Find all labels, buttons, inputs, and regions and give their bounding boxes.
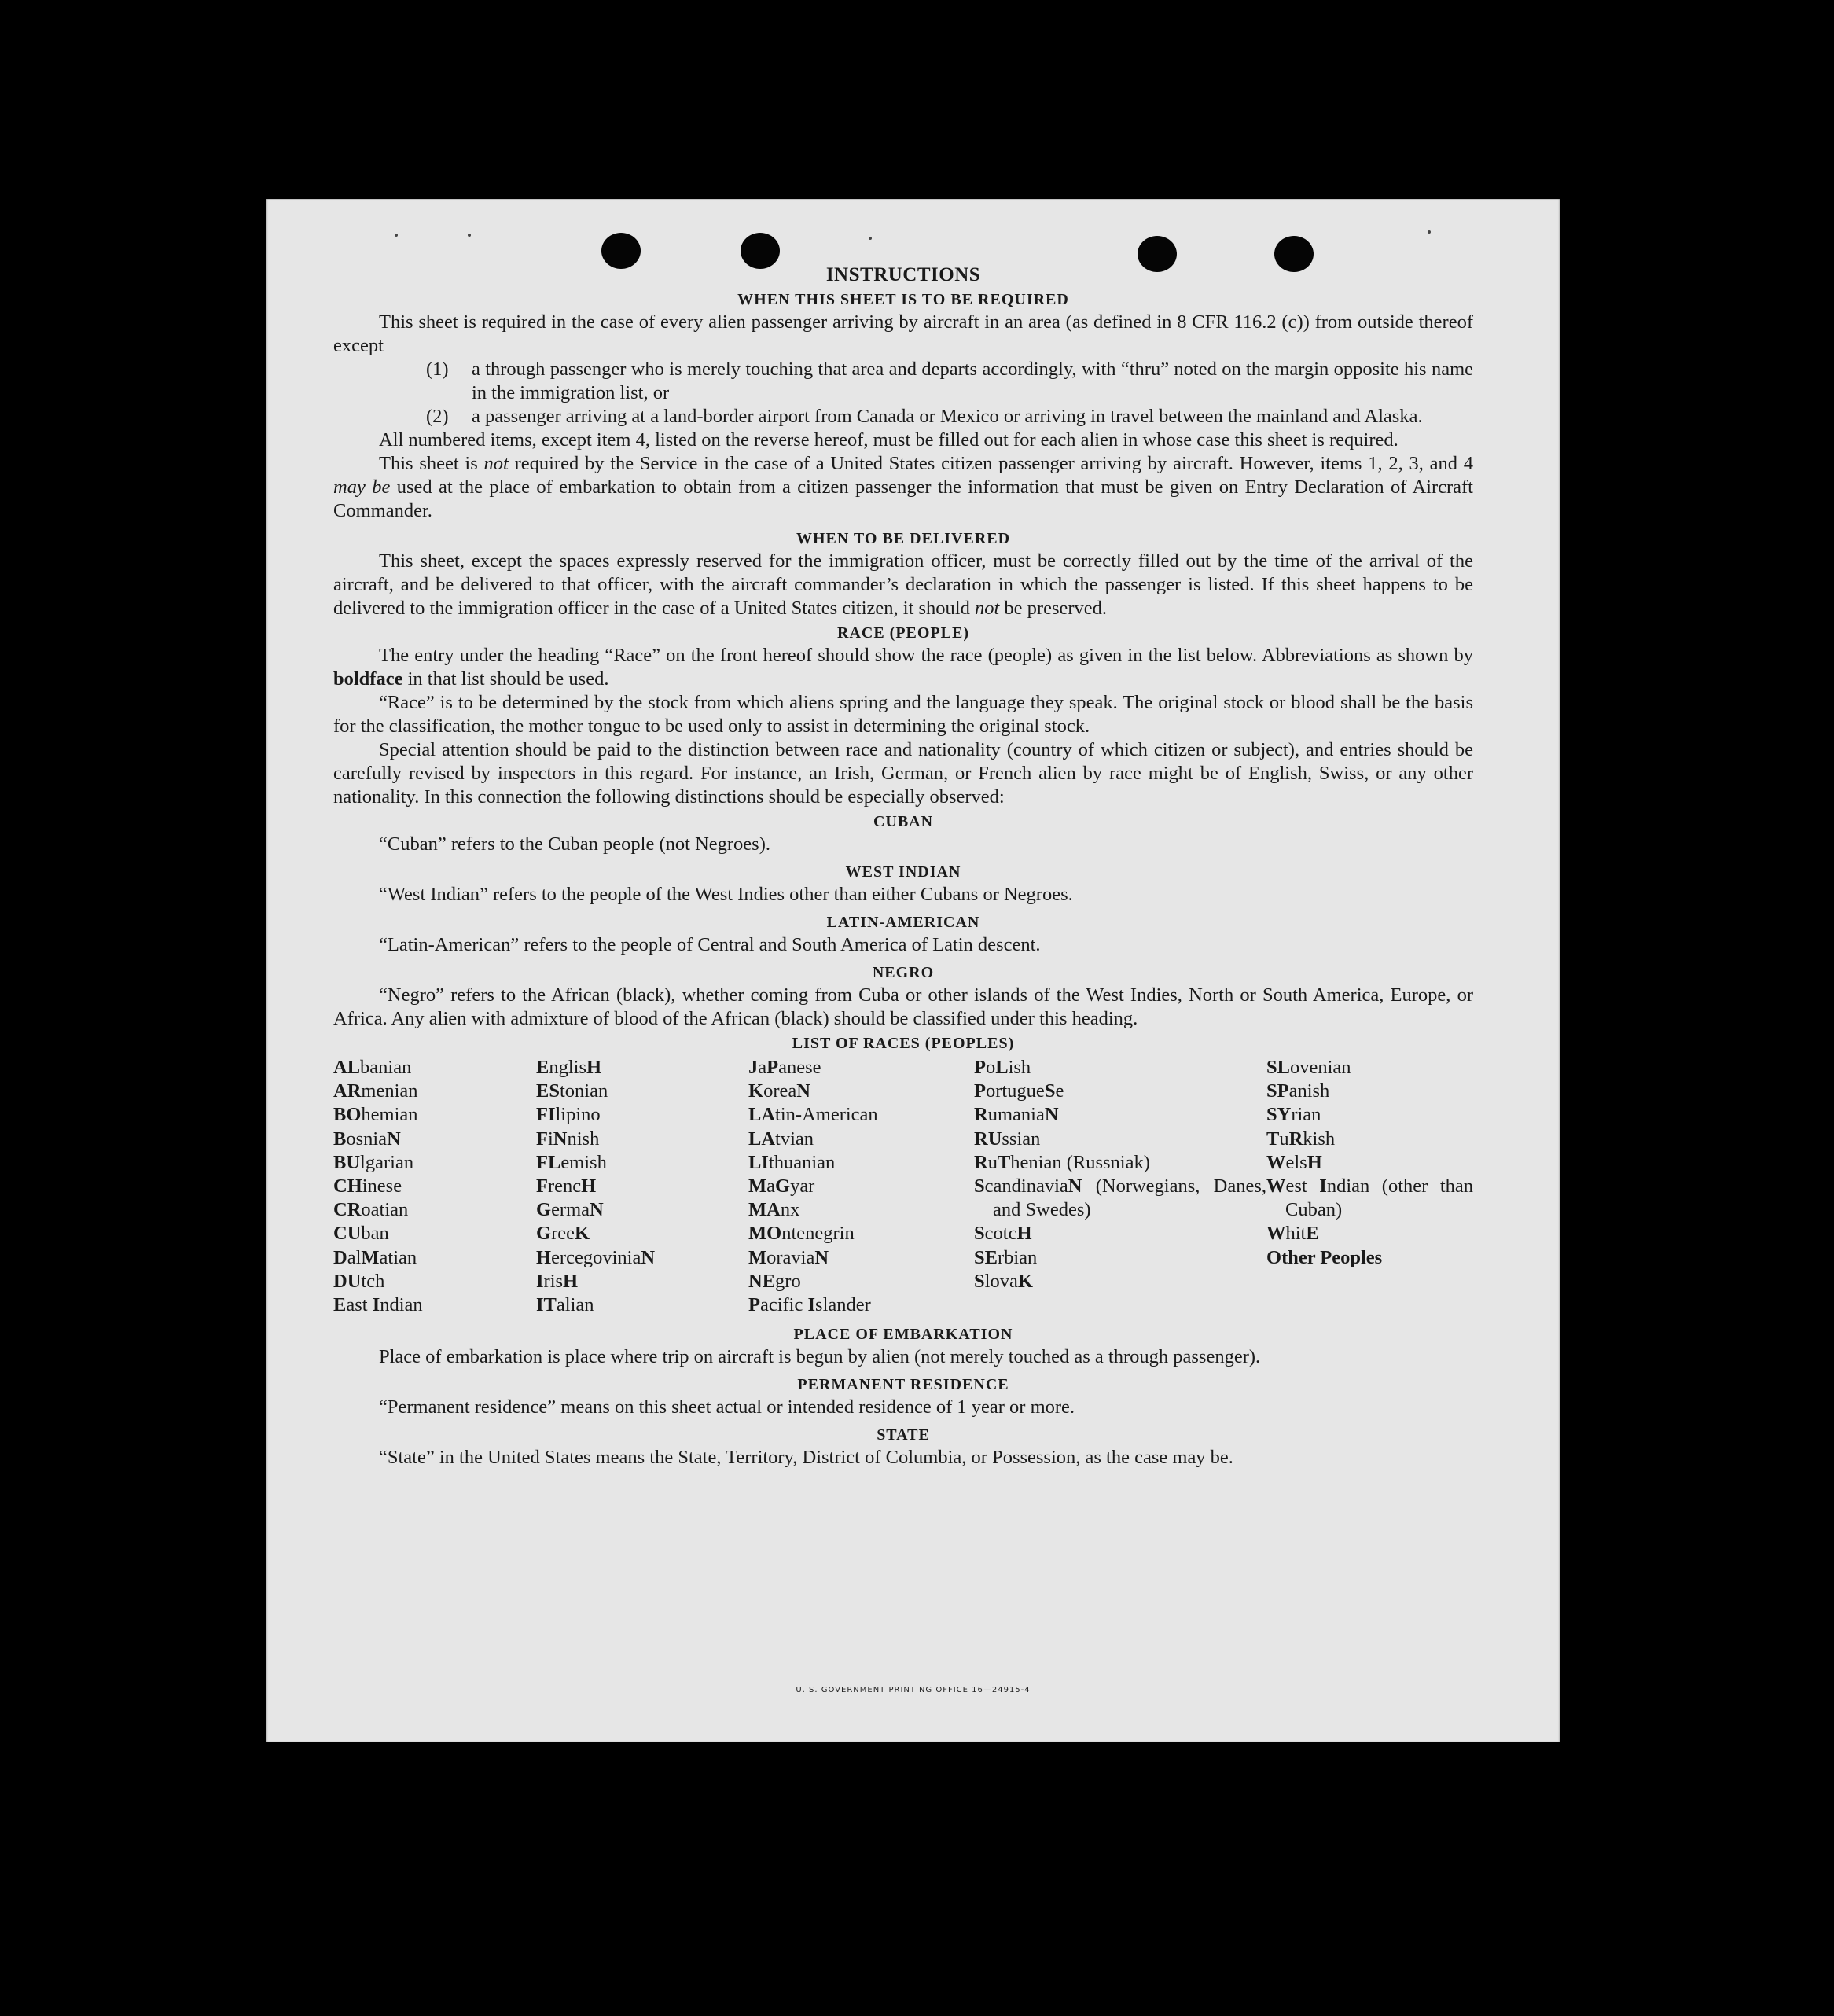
- race-text: ercegovinia: [551, 1246, 641, 1268]
- race-entry: [536, 1222, 748, 1245]
- race-abbrev: LI: [748, 1151, 769, 1173]
- race-entry: [748, 1175, 974, 1198]
- race-entry: [1266, 1175, 1473, 1222]
- race-entry: [536, 1056, 748, 1080]
- race-abbrev: M: [361, 1246, 380, 1268]
- race-text: hit: [1285, 1223, 1307, 1245]
- enum-text-1: a through passenger who is merely touching that area and departs accordingly, with “thru” noted on the margin opposite his name in the immigration list, or: [472, 359, 1473, 403]
- para-negro: “Negro” refers to the African (black), whether coming from Cuba or other islands of the West Indies, North or South America, Europe, or Africa. Any alien with admixture of blood of the African (black) should be classified under this heading.: [333, 984, 1473, 1029]
- enum-item-2: [426, 405, 1473, 429]
- race-text: ther Peoples: [1281, 1246, 1383, 1268]
- text-run: in that list should be used.: [402, 668, 609, 690]
- race-text: i: [547, 1128, 553, 1150]
- para-latin-american: “Latin-American” refers to the people of Central and South America of Latin descent.: [379, 934, 1041, 955]
- speck: [1428, 230, 1431, 234]
- race-entry: [333, 1270, 536, 1293]
- race-text: u: [1279, 1128, 1289, 1150]
- race-abbrev: K: [574, 1223, 590, 1245]
- race-text: ovenian: [1289, 1057, 1351, 1078]
- race-abbrev: IT: [536, 1294, 557, 1316]
- speck: [869, 237, 872, 240]
- race-text: tvian: [775, 1128, 814, 1150]
- para-embarkation: Place of embarkation is place where trip on aircraft is begun by alien (not merely touched as a through passenger).: [379, 1346, 1261, 1368]
- race-abbrev: I: [372, 1294, 380, 1316]
- race-entry: [974, 1270, 1266, 1293]
- race-text: els: [1285, 1151, 1307, 1173]
- race-abbrev: K: [748, 1080, 764, 1102]
- races-column-1: [333, 1056, 536, 1317]
- race-abbrev: S: [974, 1175, 985, 1197]
- race-abbrev: D: [333, 1246, 347, 1268]
- race-text: ntenegrin: [781, 1223, 855, 1245]
- race-abbrev: ES: [536, 1080, 560, 1102]
- race-text: ortugue: [985, 1080, 1045, 1102]
- races-column-2: [536, 1056, 748, 1317]
- race-entry: [974, 1175, 1266, 1222]
- para-race-nationality: Special attention should be paid to the distinction between race and nationality (country of which citizen or subject), and entries should be carefully revised by inspectors in this regard. For instance, an Irish, German, or French alien by race might be of English, Swiss, or any other nationality. In this connection the following distinctions should be especially observed:: [333, 739, 1473, 808]
- race-text: slander: [815, 1294, 871, 1316]
- race-text: renc: [547, 1175, 582, 1197]
- race-text: ish: [1008, 1057, 1031, 1078]
- race-abbrev: F: [536, 1175, 548, 1197]
- race-text: ast: [346, 1294, 373, 1316]
- race-text: candinavia: [984, 1175, 1068, 1197]
- race-abbrev: R: [1288, 1128, 1303, 1150]
- emphasis-may-be: may be: [333, 476, 391, 498]
- text-run: This sheet, except the spaces expressly reserved for the immigration officer, must be correctly filled out by the time of the arrival of the aircraft, and be delivered to that officer, with the aircraft commander’s declaration in which the passenger is listed. If this sheet happens to be delivered to the immigration officer in the case of a United States citizen, it should: [333, 550, 1473, 619]
- races-column-4: [974, 1056, 1266, 1317]
- race-abbrev: FL: [536, 1151, 561, 1173]
- race-text: alian: [556, 1294, 594, 1316]
- race-entry: [333, 1222, 536, 1245]
- race-abbrev: N: [1044, 1104, 1059, 1126]
- heading-list-of-races: LIST OF RACES (PEOPLES): [792, 1035, 1015, 1052]
- race-abbrev: N: [553, 1128, 568, 1150]
- enum-text-2: a passenger arriving at a land-border airport from Canada or Mexico or arriving in travel between the mainland and Alaska.: [472, 406, 1423, 427]
- race-abbrev: I: [536, 1270, 544, 1292]
- races-list: [333, 1056, 1473, 1317]
- race-text: emish: [560, 1151, 607, 1173]
- text-run: be preserved.: [999, 598, 1108, 619]
- race-entry: [974, 1151, 1266, 1175]
- race-abbrev: S: [974, 1223, 985, 1245]
- race-entry: [333, 1198, 536, 1222]
- race-entry: [536, 1080, 748, 1103]
- text-run: This sheet is: [379, 453, 484, 474]
- race-entry: [748, 1056, 974, 1080]
- race-abbrev: LA: [748, 1128, 776, 1150]
- race-entry: [974, 1056, 1266, 1080]
- race-abbrev: NE: [748, 1270, 776, 1292]
- page-title: INSTRUCTIONS: [825, 264, 981, 285]
- race-abbrev: E: [1306, 1223, 1319, 1245]
- emphasis-not: not: [483, 453, 509, 474]
- heading-embarkation: PLACE OF EMBARKATION: [793, 1326, 1013, 1344]
- para-race-entry: [333, 644, 1473, 691]
- race-text: tin-American: [775, 1104, 878, 1126]
- race-text: nx: [780, 1199, 800, 1221]
- race-abbrev: FI: [536, 1104, 556, 1126]
- race-abbrev: G: [775, 1175, 791, 1197]
- enum-num-1: (1): [426, 359, 449, 380]
- race-entry: [333, 1080, 536, 1103]
- race-abbrev: K: [1017, 1270, 1033, 1292]
- race-entry: [536, 1246, 748, 1270]
- race-text: osnia: [346, 1128, 388, 1150]
- race-text: ree: [551, 1223, 575, 1245]
- race-abbrev: N: [590, 1199, 604, 1221]
- race-abbrev: E: [536, 1057, 549, 1078]
- race-entry: [333, 1175, 536, 1198]
- printing-office-footer: U. S. GOVERNMENT PRINTING OFFICE 16—24915-4: [796, 1686, 1031, 1694]
- race-entry: [974, 1103, 1266, 1127]
- race-entry: [748, 1270, 974, 1293]
- race-text: orea: [763, 1080, 797, 1102]
- race-abbrev: SP: [1266, 1080, 1289, 1102]
- race-abbrev: LA: [748, 1104, 776, 1126]
- para-citizen: [333, 452, 1473, 523]
- speck: [468, 234, 471, 237]
- race-text: hemian: [361, 1104, 418, 1126]
- race-text: atian: [379, 1246, 417, 1268]
- race-abbrev: W: [1266, 1223, 1286, 1245]
- race-abbrev: B: [333, 1128, 347, 1150]
- race-entry: [1266, 1246, 1473, 1270]
- para-state: “State” in the United States means the State, Territory, District of Columbia, or Possession, as the case may be.: [379, 1447, 1233, 1469]
- race-entry: [974, 1246, 1266, 1270]
- race-abbrev: P: [748, 1294, 760, 1316]
- race-entry: [748, 1293, 974, 1317]
- race-text: anese: [778, 1057, 821, 1078]
- heading-permanent-residence: PERMANENT RESIDENCE: [797, 1376, 1009, 1394]
- race-text: menian: [361, 1080, 418, 1102]
- race-text: thuanian: [768, 1151, 836, 1173]
- race-abbrev: AL: [333, 1057, 361, 1078]
- race-abbrev: O: [1266, 1246, 1282, 1268]
- text-run: used at the place of embarkation to obtain from a citizen passenger the information that must be given on Entry Declaration of Aircraft Commander.: [333, 476, 1473, 521]
- race-abbrev: T: [1266, 1128, 1280, 1150]
- race-text: u: [987, 1151, 998, 1173]
- race-text: o: [985, 1057, 996, 1078]
- race-text: rian: [1291, 1104, 1321, 1126]
- emphasis-not: not: [974, 598, 1000, 619]
- bold-word: boldface: [333, 668, 403, 690]
- races-column-3: [748, 1056, 974, 1317]
- race-text: banian: [360, 1057, 412, 1078]
- race-entry: [748, 1222, 974, 1245]
- race-text: tonian: [559, 1080, 608, 1102]
- race-text: ban: [361, 1223, 389, 1245]
- race-abbrev: G: [536, 1199, 552, 1221]
- race-entry: [333, 1128, 536, 1151]
- race-entry: [333, 1293, 536, 1317]
- race-entry: [974, 1128, 1266, 1151]
- race-entry: [748, 1103, 974, 1127]
- race-text: e: [1055, 1080, 1064, 1102]
- race-abbrev: N: [387, 1128, 401, 1150]
- race-entry: [536, 1128, 748, 1151]
- race-text: ndian (other than Cuban): [1285, 1175, 1473, 1221]
- race-abbrev: R: [974, 1104, 988, 1126]
- races-column-5: [1266, 1056, 1473, 1317]
- instructions-content: [333, 263, 1473, 1470]
- race-text: al: [347, 1246, 362, 1268]
- race-text: tch: [361, 1270, 385, 1292]
- race-abbrev: W: [1266, 1175, 1286, 1197]
- race-text: yar: [790, 1175, 815, 1197]
- race-abbrev: P: [974, 1057, 986, 1078]
- heading-negro: NEGRO: [872, 964, 935, 981]
- race-text: gro: [775, 1270, 801, 1292]
- race-abbrev: S: [974, 1270, 985, 1292]
- race-abbrev: R: [974, 1151, 988, 1173]
- para-delivery: [333, 550, 1473, 620]
- race-entry: [748, 1198, 974, 1222]
- race-abbrev: CH: [333, 1175, 362, 1197]
- race-abbrev: W: [1266, 1151, 1286, 1173]
- race-entry: [748, 1246, 974, 1270]
- heading-latin-american: LATIN-AMERICAN: [826, 914, 980, 931]
- race-abbrev: H: [536, 1246, 552, 1268]
- race-abbrev: BU: [333, 1151, 361, 1173]
- text-run: The entry under the heading “Race” on the front hereof should show the race (people) as given in the list below. Abbreviations as shown by: [379, 645, 1473, 666]
- race-abbrev: N: [796, 1080, 810, 1102]
- race-abbrev: MO: [748, 1223, 782, 1245]
- heading-west-indian: WEST INDIAN: [845, 863, 961, 881]
- para-permanent-residence: “Permanent residence” means on this sheet actual or intended residence of 1 year or more.: [379, 1396, 1075, 1418]
- race-text: lgarian: [360, 1151, 414, 1173]
- race-text: est: [1285, 1175, 1320, 1197]
- race-text: ssian: [1002, 1128, 1041, 1150]
- race-text: erma: [551, 1199, 590, 1221]
- race-text: lipino: [555, 1104, 601, 1126]
- race-entry: [748, 1080, 974, 1103]
- race-text: cotc: [984, 1223, 1017, 1245]
- race-entry: [536, 1103, 748, 1127]
- para-west-indian: “West Indian” refers to the people of the West Indies other than either Cubans or Negroes.: [379, 884, 1073, 905]
- race-abbrev: CU: [333, 1223, 362, 1245]
- race-abbrev: RU: [974, 1128, 1002, 1150]
- race-entry: [536, 1151, 748, 1175]
- race-abbrev: MA: [748, 1199, 781, 1221]
- race-abbrev: N: [1068, 1175, 1082, 1197]
- race-abbrev: T: [997, 1151, 1011, 1173]
- race-abbrev: M: [748, 1246, 767, 1268]
- race-text: acific: [759, 1294, 808, 1316]
- heading-when-delivered: WHEN TO BE DELIVERED: [796, 530, 1011, 547]
- race-entry: [974, 1222, 1266, 1245]
- race-abbrev: M: [748, 1175, 767, 1197]
- race-abbrev: J: [748, 1057, 759, 1078]
- race-entry: [536, 1293, 748, 1317]
- enum-num-2: (2): [426, 406, 449, 427]
- enum-item-1: [426, 358, 1473, 405]
- heading-race: RACE (PEOPLE): [837, 624, 969, 642]
- race-abbrev: DU: [333, 1270, 362, 1292]
- race-text: inese: [362, 1175, 402, 1197]
- race-abbrev: G: [536, 1223, 552, 1245]
- race-abbrev: N: [814, 1246, 829, 1268]
- race-entry: [1266, 1080, 1473, 1103]
- heading-when-required: WHEN THIS SHEET IS TO BE REQUIRED: [737, 291, 1069, 308]
- para-cuban: “Cuban” refers to the Cuban people (not Negroes).: [379, 833, 770, 855]
- race-abbrev: SY: [1266, 1104, 1292, 1126]
- race-entry: [536, 1175, 748, 1198]
- race-abbrev: BO: [333, 1104, 362, 1126]
- race-text: rbian: [997, 1246, 1038, 1268]
- race-text: lova: [984, 1270, 1018, 1292]
- speck: [395, 234, 398, 237]
- text-run: required by the Service in the case of a United States citizen passenger arriving by aircraft. However, items 1, 2, 3, and 4: [508, 453, 1473, 474]
- race-entry: [1266, 1103, 1473, 1127]
- race-abbrev: P: [766, 1057, 779, 1078]
- race-text: ndian: [380, 1294, 423, 1316]
- race-abbrev: F: [536, 1128, 548, 1150]
- race-entry: [748, 1128, 974, 1151]
- race-abbrev: H: [586, 1057, 602, 1078]
- race-abbrev: H: [581, 1175, 597, 1197]
- race-abbrev: I: [1319, 1175, 1327, 1197]
- race-abbrev: H: [1307, 1151, 1322, 1173]
- race-abbrev: AR: [333, 1080, 362, 1102]
- race-entry: [1266, 1151, 1473, 1175]
- race-entry: [333, 1103, 536, 1127]
- race-entry: [1266, 1128, 1473, 1151]
- para-race-stock: “Race” is to be determined by the stock from which aliens spring and the language they speak. The original stock or blood shall be the basis for the classification, the mother tongue to be used only to assist in determining the original stock.: [333, 692, 1473, 737]
- document-sheet: [266, 199, 1560, 1742]
- heading-cuban: CUBAN: [873, 813, 934, 830]
- race-abbrev: I: [807, 1294, 816, 1316]
- race-abbrev: L: [995, 1057, 1009, 1078]
- race-abbrev: H: [563, 1270, 579, 1292]
- race-entry: [333, 1056, 536, 1080]
- race-entry: [333, 1246, 536, 1270]
- race-entry: [536, 1198, 748, 1222]
- race-abbrev: H: [1016, 1223, 1032, 1245]
- race-entry: [333, 1151, 536, 1175]
- race-entry: [1266, 1222, 1473, 1245]
- race-abbrev: SL: [1266, 1057, 1290, 1078]
- race-text: oravia: [766, 1246, 815, 1268]
- race-text: henian (Russniak): [1010, 1151, 1150, 1173]
- race-abbrev: CR: [333, 1199, 362, 1221]
- race-entry: [536, 1270, 748, 1293]
- race-entry: [974, 1080, 1266, 1103]
- race-text: umania: [987, 1104, 1045, 1126]
- heading-state: STATE: [877, 1426, 930, 1444]
- race-abbrev: S: [1044, 1080, 1056, 1102]
- race-abbrev: N: [641, 1246, 656, 1268]
- race-abbrev: P: [974, 1080, 986, 1102]
- race-text: anish: [1288, 1080, 1330, 1102]
- race-entry: [1266, 1056, 1473, 1080]
- race-text: nglis: [549, 1057, 586, 1078]
- race-text: a: [766, 1175, 775, 1197]
- para-numbered-items: All numbered items, except item 4, listed on the reverse hereof, must be filled out for each alien in whose case this sheet is required.: [379, 429, 1398, 451]
- race-abbrev: E: [333, 1294, 347, 1316]
- race-text: oatian: [361, 1199, 409, 1221]
- race-text: nish: [567, 1128, 600, 1150]
- race-text: kish: [1303, 1128, 1336, 1150]
- race-abbrev: SE: [974, 1246, 998, 1268]
- race-entry: [748, 1151, 974, 1175]
- race-text: a: [758, 1057, 767, 1078]
- para-intro: This sheet is required in the case of every alien passenger arriving by aircraft in an area (as defined in 8 CFR 116.2 (c)) from outside thereof except: [333, 311, 1473, 356]
- race-text: ris: [543, 1270, 564, 1292]
- race-text: (Norwegians, Danes, and Swedes): [993, 1175, 1266, 1221]
